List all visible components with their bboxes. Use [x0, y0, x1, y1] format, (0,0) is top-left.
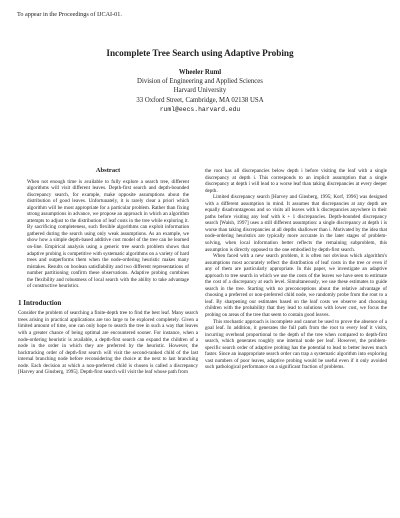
abstract-text: When not enough time is available to fully explore a search tree, different algorithms will visit different leaves. Depth-first search and depth-bounded discrepancy search, for example, make opposite assumptions about the distribution of good leaves. Unfortunately, it is rarely clear a priori which algorithm will be most appropriate for a particular problem. Rather than fixing strong assumptions in advance, we propose an approach in which an algorithm attempts to adjust to the distribution of leaf costs in the tree while exploring it. By sacrificing completeness, such flexible algorithms can exploit information gathered during the search using only weak assumptions. As an example, we show how a simple depth-based additive cost model of the tree can be learned on-line. Empirical analysis using a generic tree search problem shows that adaptive probing is competitive with systematic algorithms on a variety of hard trees and outperforms them when the node-ordering heuristic makes many mistakes. Results on boolean satisfiability and two different representations of number partitioning confirm these observations. Adaptive probing combines the flexibility and robustness of local search with the ability to take advantage of constructive heuristics. — [27, 178, 189, 290]
paper-title: Incomplete Tree Search using Adaptive Probing — [106, 48, 294, 58]
affiliation-line: Harvard University — [173, 87, 227, 95]
author-block — [0, 68, 400, 114]
section-heading: 1 Introduction — [18, 298, 62, 307]
affiliation-line: 33 Oxford Street, Cambridge, MA 02138 USA — [136, 96, 264, 104]
body-paragraph: Limited discrepancy search [Harvey and Ginsberg, 1995; Korf, 1996] was designed with a different assumption in mind. It assumes that discrepancies at any depth are equally disadvantageous and so visits all leaves with k discrepancies anywhere in their paths before visiting any leaf with k + 1 discrepancies. Depth-bounded discrepancy search [Walsh, 1997] uses a still different assumption: a single discrepancy at depth i is worse than taking discrepancies at all depths shallower than i. Motivated by the idea that node-ordering heuristics are typically more accurate in the later stages of problem-solving, when local information better reflects the remaining subproblem, this assumption is directly opposed to the one embodied by depth-first search. — [205, 194, 387, 253]
body-paragraph: This stochastic approach is incomplete and cannot be used to prove the absence of a goal leaf. In addition, it generates the full path from the root to every leaf it visits, incurring overhead proportional to the depth of the tree when compared to depth-first search, which generates roughly one internal node per leaf. However, the problem-specific search order of adaptive probing has the potential to lead to better leaves much faster. Since an inappropriate search order can trap a systematic algorithm into exploring vast numbers of poor leaves, adaptive probing would be useful even if it only avoided such pathological performance on a significant fraction of problems. — [205, 318, 387, 371]
affiliation-line: Division of Engineering and Applied Sciences — [137, 78, 263, 86]
title-block — [0, 48, 400, 114]
intro-paragraph: Consider the problem of searching a finite-depth tree to find the best leaf. Many search trees arising in practical applications are too large to be explored completely. Given a limited amount of time, one can only hope to search the tree in such a way that leaves with a greater chance of being optimal are encountered sooner. For instance, when a node-ordering heuristic is available, a depth-first search can expand the children of a node in the order in which they are preferred by the heuristic. However, the backtracking order of depth-first search will visit the second-ranked child of the last internal branching node before reconsidering the choice at the next to last branching node. Each decision at which a non-preferred child is chosen is called a discrepancy [Harvey and Ginsberg, 1995]. Depth-first search will visit the leaf whose path from — [18, 310, 198, 376]
abstract-heading: Abstract — [95, 167, 121, 174]
author-name: Wheeler Ruml — [178, 69, 222, 76]
body-paragraph: the root has all discrepancies below depth i before visiting the leaf with a single discrepancy at depth i. This corresponds to an implicit assumption that a single discrepancy at depth i will lead to a worse leaf than taking discrepancies at every deeper depth. — [205, 168, 387, 194]
author-email: ruml@eecs.harvard.edu — [159, 105, 241, 113]
right-column — [205, 168, 387, 371]
left-column — [18, 168, 198, 376]
proceedings-note: To appear in the Proceedings of IJCAI-01. — [17, 11, 122, 18]
body-paragraph: When faced with a new search problem, it is often not obvious which algorithm's assumptions most accurately reflect the distribution of leaf costs in the tree or even if any of them are particularly appropriate. In this paper, we investigate an adaptive approach to tree search in which we use the costs of the leaves we have seen to estimate the cost of a discrepancy at each level. Simultaneously, we use these estimates to guide search in the tree. Starting with no preconceptions about the relative advantage of choosing a preferred or non-preferred child node, we randomly probe from the root to a leaf. By sharpening our estimates based on the leaf costs we observe and choosing children with the probability that they lead to solutions with lower cost, we focus the probing on areas of the tree that seem to contain good leaves. — [205, 253, 387, 319]
